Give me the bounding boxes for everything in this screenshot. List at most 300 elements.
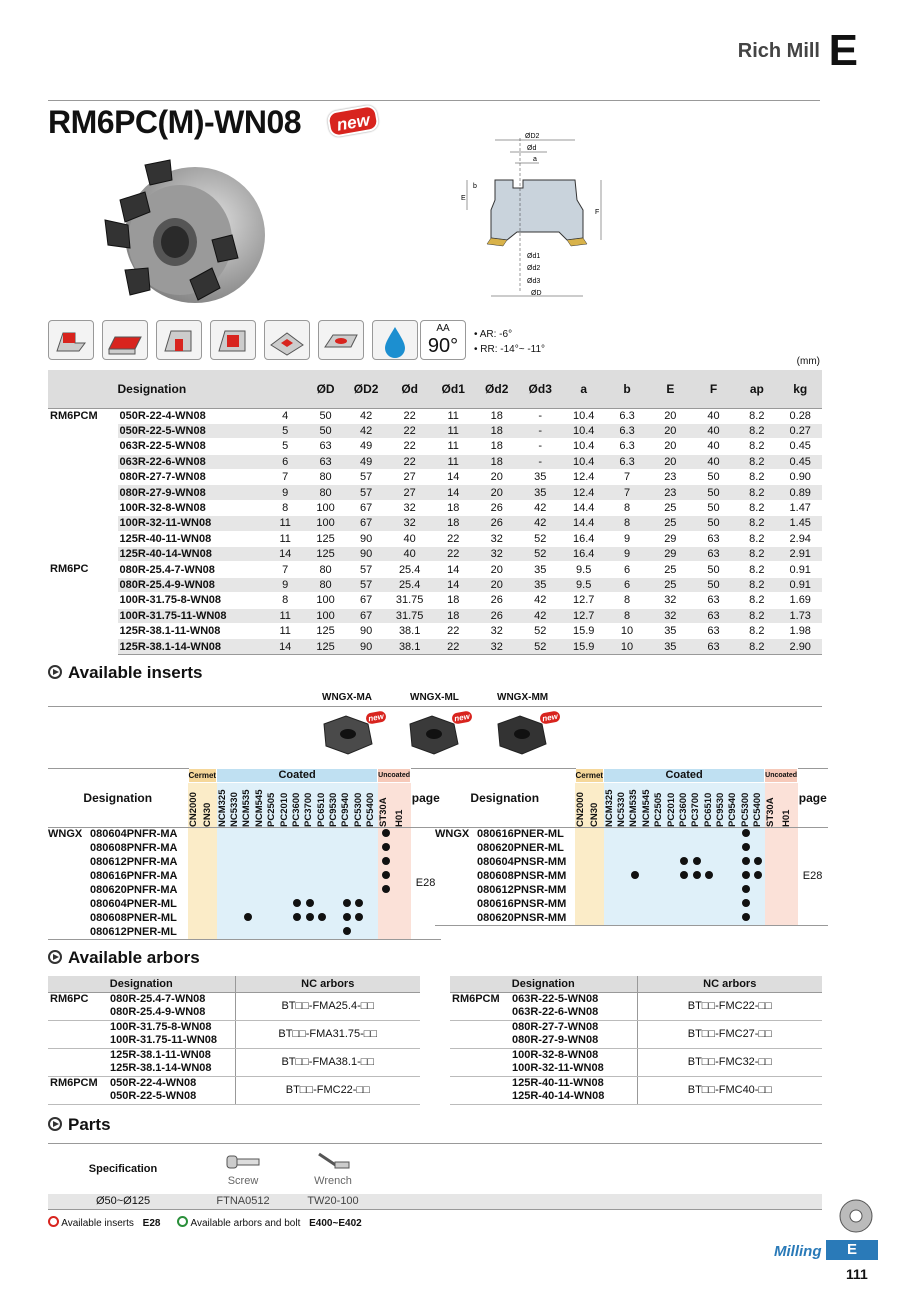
- spec-cell: 9.5: [562, 562, 605, 577]
- grade-header: PC2010: [279, 783, 291, 828]
- grade-cell: [589, 828, 603, 842]
- grade-cell: [217, 828, 229, 842]
- ramping-icon: [264, 320, 310, 360]
- spec-cell: 8.2: [735, 439, 778, 454]
- spec-cell: 63: [692, 547, 735, 562]
- spec-cell: 7: [605, 485, 648, 500]
- grade-cell: [353, 856, 365, 870]
- new-badge-mm: new: [539, 710, 561, 724]
- spec-cell: 80: [307, 470, 345, 485]
- arbor-item: 080R-27-7-WN08: [512, 1020, 599, 1033]
- grade-cell: [229, 912, 241, 926]
- grade-cell: [604, 870, 616, 884]
- availability-dot: [382, 857, 390, 865]
- grade-cell: [727, 884, 739, 898]
- spec-cell: 125: [307, 623, 345, 638]
- spec-row: [48, 608, 822, 623]
- spec-cell: 67: [344, 608, 388, 623]
- grade-cell: [690, 884, 702, 898]
- insert-row: [48, 884, 441, 898]
- inserts-table-right: [435, 768, 828, 926]
- grade-cell: [316, 842, 328, 856]
- spec-cell: 10: [605, 639, 648, 654]
- grade-cell: [740, 884, 752, 898]
- svg-text:ØD2: ØD2: [525, 133, 540, 140]
- spec-cell: 8.2: [735, 454, 778, 469]
- spec-cell: 11: [431, 408, 475, 423]
- grade-header: PC9540: [340, 783, 352, 828]
- arbor-code: BT□□-FMA25.4-□□: [235, 992, 420, 1020]
- grade-cell: [316, 926, 328, 940]
- footer-inserts-text: Available inserts: [61, 1218, 134, 1229]
- grade-cell: [378, 898, 394, 912]
- spec-cell: 42: [518, 608, 562, 623]
- grade-cell: [254, 842, 266, 856]
- grade-cell: [229, 870, 241, 884]
- insert-family: WNGX: [48, 828, 83, 841]
- arbor-item: 125R-40-14-WN08: [510, 1090, 637, 1104]
- grade-cell: [254, 926, 266, 940]
- spec-cell: 80: [307, 562, 345, 577]
- arbor-code: BT□□-FMC27-□□: [637, 1020, 822, 1048]
- grade-cell: [604, 912, 616, 926]
- spec-cell: 100: [307, 608, 345, 623]
- spec-cell: 20: [475, 485, 519, 500]
- spec-cell: 27: [388, 470, 432, 485]
- spec-designation: 050R-22-5-WN08: [118, 423, 264, 438]
- grade-header: ST30A: [765, 783, 781, 828]
- footer-links: [48, 1216, 362, 1229]
- grade-cell: [188, 856, 202, 870]
- grade-cell: [765, 856, 781, 870]
- grade-cell: [353, 828, 365, 842]
- spec-cell: 20: [649, 423, 692, 438]
- grade-cell: [715, 912, 727, 926]
- spec-cell: 4: [264, 408, 307, 423]
- insert-row: [435, 898, 828, 912]
- inserts-heading: Available inserts: [48, 663, 203, 683]
- spec-cell: 52: [518, 547, 562, 562]
- spec-row: [48, 485, 822, 500]
- spec-cell: 14: [431, 562, 475, 577]
- grade-cell: [765, 870, 781, 884]
- availability-dot: [343, 899, 351, 907]
- grade-cell: [266, 856, 278, 870]
- spec-cell: 42: [518, 516, 562, 531]
- grade-cell: [752, 884, 764, 898]
- spec-cell: 8.2: [735, 547, 778, 562]
- spec-cell: 32: [388, 516, 432, 531]
- grade-cell: [202, 926, 216, 940]
- grade-cell: [604, 898, 616, 912]
- spec-cell: 9.5: [562, 577, 605, 592]
- grade-header: H01: [394, 783, 410, 828]
- svg-text:Ød1: Ød1: [527, 253, 541, 260]
- spec-cell: 50: [692, 500, 735, 515]
- availability-dot: [382, 829, 390, 837]
- spec-group-header: [48, 370, 118, 408]
- spec-cell: 18: [475, 454, 519, 469]
- grade-cell: [678, 884, 690, 898]
- arbor-group: RM6PC: [50, 992, 89, 1005]
- grade-header: NCM535: [241, 783, 253, 828]
- arbor-designation-header: Designation: [48, 976, 235, 992]
- grade-cell: [678, 856, 690, 870]
- spec-cell: 9: [605, 531, 648, 546]
- grade-cell: [188, 842, 202, 856]
- grade-cell: [394, 884, 410, 898]
- spec-cell: 35: [649, 623, 692, 638]
- grade-cell: [188, 898, 202, 912]
- grade-cell: [279, 912, 291, 926]
- spec-cell: 29: [649, 547, 692, 562]
- grade-cell: [188, 828, 202, 842]
- spec-cell: 8: [605, 516, 648, 531]
- rake-angles: [474, 327, 545, 357]
- insert-code: 080608PNSR-MM: [477, 870, 567, 882]
- arbor-table: [48, 976, 420, 1105]
- insert-designation-header: Designation: [435, 769, 575, 828]
- grade-cell: [217, 856, 229, 870]
- spec-cell: 12.4: [562, 470, 605, 485]
- grade-cell: [353, 926, 365, 940]
- spec-cell: 8: [605, 593, 648, 608]
- availability-dot: [631, 871, 639, 879]
- page-number: 111: [846, 1266, 868, 1282]
- availability-dot: [742, 857, 750, 865]
- aa-label: AA: [436, 323, 450, 334]
- spec-cell: 12.7: [562, 593, 605, 608]
- spec-cell: 6: [605, 577, 648, 592]
- grade-cell: [340, 884, 352, 898]
- units-label: (mm): [796, 356, 820, 367]
- arbor-item: 100R-31.75-11-WN08: [108, 1034, 235, 1048]
- grade-cell: [616, 870, 628, 884]
- spec-cell: 9: [264, 577, 307, 592]
- grade-cell: [241, 856, 253, 870]
- spec-header: F: [692, 370, 735, 408]
- spec-cell: 8.2: [735, 608, 778, 623]
- arbor-item: 100R-31.75-8-WN08: [110, 1020, 212, 1033]
- grade-cell: [291, 842, 303, 856]
- spec-row: [48, 439, 822, 454]
- grade-cell: [353, 912, 365, 926]
- spec-cell: 10.4: [562, 439, 605, 454]
- arbor-item: 063R-22-6-WN08: [510, 1006, 637, 1020]
- grade-cell: [303, 870, 315, 884]
- spec-designation: 063R-22-5-WN08: [118, 439, 264, 454]
- grade-cell: [340, 926, 352, 940]
- inserts-divider: [48, 706, 822, 707]
- grade-cell: [291, 856, 303, 870]
- grade-cell: [715, 884, 727, 898]
- arbor-group: [48, 1034, 108, 1048]
- availability-dot: [306, 899, 314, 907]
- insert-type-ma: WNGX-MA: [322, 692, 372, 703]
- spec-cell: 50: [692, 577, 735, 592]
- spec-cell: 18: [431, 608, 475, 623]
- grade-cell: [678, 898, 690, 912]
- insert-row: [435, 912, 828, 926]
- grade-cell: [229, 856, 241, 870]
- spec-cell: 10.4: [562, 423, 605, 438]
- grade-cell: [202, 898, 216, 912]
- spec-cell: 14.4: [562, 516, 605, 531]
- grade-cell: [653, 898, 665, 912]
- new-badge-ml: new: [451, 710, 473, 724]
- spec-designation: 050R-22-4-WN08: [118, 408, 264, 423]
- spec-header: kg: [778, 370, 822, 408]
- grade-cell: [202, 912, 216, 926]
- grade-cell: [229, 898, 241, 912]
- grade-cell: [217, 884, 229, 898]
- spec-header: Ød1: [431, 370, 475, 408]
- grade-cell: [291, 870, 303, 884]
- grade-cell: [365, 884, 377, 898]
- spec-cell: 57: [344, 577, 388, 592]
- grade-cell: [378, 884, 394, 898]
- grade-header: PC3600: [678, 783, 690, 828]
- grade-cell: [340, 856, 352, 870]
- arrow-icon: [48, 1117, 62, 1131]
- cutter-photo: [100, 150, 270, 310]
- spec-cell: 100: [307, 516, 345, 531]
- grade-cell: [303, 926, 315, 940]
- availability-dot: [742, 899, 750, 907]
- availability-dot: [742, 871, 750, 879]
- insert-row: [48, 870, 441, 884]
- cermet-header: Cermet: [575, 769, 604, 783]
- spec-row: [48, 562, 822, 577]
- spec-designation: 100R-32-8-WN08: [118, 500, 264, 515]
- grade-cell: [690, 870, 702, 884]
- availability-dot: [355, 899, 363, 907]
- availability-dot: [754, 857, 762, 865]
- spec-cell: 25.4: [388, 562, 432, 577]
- spec-cell: 1.73: [778, 608, 822, 623]
- grade-cell: [378, 870, 394, 884]
- grade-cell: [365, 912, 377, 926]
- spec-cell: 52: [518, 623, 562, 638]
- arbor-item: 100R-32-11-WN08: [510, 1062, 637, 1076]
- grade-cell: [378, 828, 394, 842]
- availability-dot: [693, 871, 701, 879]
- grade-cell: [575, 912, 589, 926]
- spec-header: ap: [735, 370, 778, 408]
- arbor-code: BT□□-FMC40-□□: [637, 1076, 822, 1104]
- insert-code: 080620PNSR-MM: [435, 912, 575, 926]
- spec-cell: 8.2: [735, 531, 778, 546]
- grade-cell: [279, 926, 291, 940]
- grade-header: PC6510: [703, 783, 715, 828]
- availability-dot: [742, 913, 750, 921]
- grade-cell: [653, 842, 665, 856]
- page-ref[interactable]: E28: [411, 828, 441, 940]
- spec-row: [48, 531, 822, 546]
- insert-row: [435, 842, 828, 856]
- grade-header: NC5330: [229, 783, 241, 828]
- page-header: page: [798, 769, 828, 828]
- grade-cell: [703, 898, 715, 912]
- grade-cell: [616, 898, 628, 912]
- spec-cell: 63: [692, 639, 735, 654]
- grade-cell: [616, 856, 628, 870]
- grade-cell: [241, 842, 253, 856]
- spec-cell: 35: [518, 470, 562, 485]
- spec-header: ØD2: [344, 370, 388, 408]
- insert-code: 080612PNER-ML: [48, 926, 188, 940]
- arbor-item: 080R-27-9-WN08: [510, 1034, 637, 1048]
- spec-cell: 25.4: [388, 577, 432, 592]
- spec-cell: 125: [307, 531, 345, 546]
- spec-cell: 16.4: [562, 531, 605, 546]
- insert-row: [48, 828, 441, 842]
- grade-cell: [628, 870, 640, 884]
- insert-row: [435, 884, 828, 898]
- spec-cell: 8.2: [735, 639, 778, 654]
- grade-cell: [279, 856, 291, 870]
- spec-cell: 27: [388, 485, 432, 500]
- screw-cell: [198, 1144, 288, 1194]
- grade-cell: [690, 898, 702, 912]
- grade-cell: [316, 856, 328, 870]
- arbor-group: [48, 1020, 108, 1034]
- spec-row: [48, 470, 822, 485]
- spec-cell: 125: [307, 639, 345, 654]
- spec-cell: 5: [264, 439, 307, 454]
- coolant-icon: [372, 320, 418, 360]
- grade-cell: [328, 856, 340, 870]
- grade-cell: [254, 884, 266, 898]
- grade-cell: [575, 842, 589, 856]
- grade-cell: [217, 912, 229, 926]
- grade-cell: [217, 898, 229, 912]
- grade-cell: [340, 842, 352, 856]
- page-ref[interactable]: E28: [798, 828, 828, 926]
- arbor-item: 080R-25.4-9-WN08: [108, 1006, 235, 1020]
- grade-cell: [340, 912, 352, 926]
- spec-row: [48, 423, 822, 438]
- grade-cell: [378, 926, 394, 940]
- grade-cell: [616, 828, 628, 842]
- spec-header: Ød: [388, 370, 432, 408]
- availability-dot: [382, 843, 390, 851]
- grade-header: PC3700: [690, 783, 702, 828]
- spec-designation: 125R-40-11-WN08: [118, 531, 264, 546]
- new-badge-ma: new: [365, 710, 387, 724]
- spec-cell: 8.2: [735, 593, 778, 608]
- footer-inserts-ref[interactable]: E28: [142, 1218, 161, 1229]
- grade-cell: [752, 828, 764, 842]
- grade-cell: [715, 898, 727, 912]
- arbor-row: [48, 1020, 420, 1034]
- spec-cell: 40: [388, 547, 432, 562]
- grade-cell: [229, 842, 241, 856]
- new-badge: new: [326, 104, 380, 138]
- milling-cutter-icon: [838, 1198, 874, 1234]
- grade-cell: [727, 870, 739, 884]
- spec-cell: 22: [431, 639, 475, 654]
- grade-cell: [254, 856, 266, 870]
- grade-cell: [394, 842, 410, 856]
- spec-cell: 5: [264, 423, 307, 438]
- grade-cell: [641, 884, 653, 898]
- grade-cell: [394, 912, 410, 926]
- spec-designation: 063R-22-6-WN08: [118, 454, 264, 469]
- grade-cell: [328, 884, 340, 898]
- grade-cell: [589, 912, 603, 926]
- grade-cell: [703, 912, 715, 926]
- spec-cell: 11: [264, 516, 307, 531]
- spec-cell: 90: [344, 623, 388, 638]
- availability-dot: [693, 857, 701, 865]
- spec-cell: 20: [475, 470, 519, 485]
- grade-cell: [254, 828, 266, 842]
- spec-cell: -: [518, 423, 562, 438]
- grade-cell: [217, 870, 229, 884]
- spec-cell: 22: [388, 454, 432, 469]
- grade-header: PC2505: [266, 783, 278, 828]
- grade-cell: [628, 898, 640, 912]
- grade-cell: [666, 842, 678, 856]
- svg-text:F: F: [595, 209, 600, 216]
- page-header: page: [411, 769, 441, 828]
- spec-cell: 25: [649, 562, 692, 577]
- spec-cell: 8: [605, 500, 648, 515]
- grade-cell: [266, 828, 278, 842]
- spec-header: [264, 370, 307, 408]
- spec-cell: 6: [605, 562, 648, 577]
- grade-cell: [279, 842, 291, 856]
- availability-dot: [306, 913, 314, 921]
- arbor-table: [450, 976, 822, 1105]
- inserts-table-left: [48, 768, 441, 940]
- grade-cell: [394, 856, 410, 870]
- spec-row: [48, 454, 822, 469]
- grade-cell: [353, 884, 365, 898]
- grade-cell: [575, 856, 589, 870]
- grade-cell: [628, 842, 640, 856]
- grade-cell: [316, 884, 328, 898]
- spec-cell: 32: [475, 623, 519, 638]
- footer-arbors-ref[interactable]: E400~E402: [309, 1218, 362, 1229]
- grade-header: PC5300: [353, 783, 365, 828]
- arbor-item: 050R-22-5-WN08: [108, 1090, 235, 1104]
- spec-cell: 32: [388, 500, 432, 515]
- spec-designation: 125R-38.1-11-WN08: [118, 623, 264, 638]
- grade-header: PC2505: [653, 783, 665, 828]
- availability-dot: [680, 857, 688, 865]
- availability-dot: [754, 871, 762, 879]
- availability-dot: [742, 829, 750, 837]
- spec-header: ØD: [307, 370, 345, 408]
- svg-text:b: b: [473, 183, 477, 190]
- spec-cell: 25: [649, 500, 692, 515]
- spec-row: [48, 547, 822, 562]
- spec-cell: 8.2: [735, 500, 778, 515]
- grade-cell: [575, 828, 589, 842]
- spec-row: [48, 516, 822, 531]
- grade-cell: [365, 926, 377, 940]
- grade-cell: [678, 870, 690, 884]
- wrench-code: TW20-100: [307, 1195, 359, 1208]
- grade-cell: [604, 856, 616, 870]
- spec-cell: 14.4: [562, 500, 605, 515]
- grade-cell: [628, 828, 640, 842]
- spec-row: [48, 593, 822, 608]
- grade-header: NCM325: [604, 783, 616, 828]
- insert-code: 080612PNSR-MM: [477, 884, 567, 896]
